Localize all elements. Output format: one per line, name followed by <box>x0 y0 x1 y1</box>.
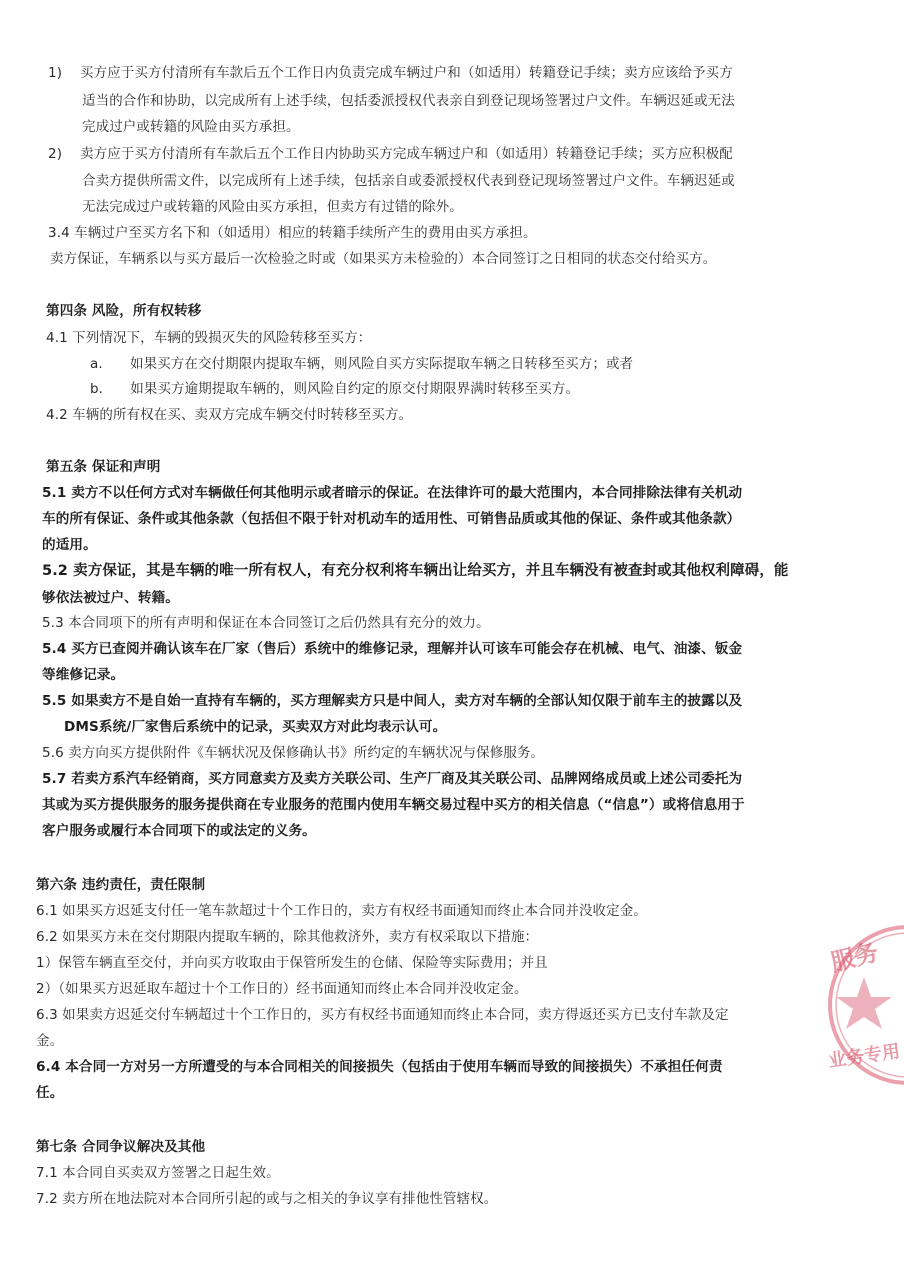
clause-5-2-line-2: 够依法被过户、转籍。 <box>42 590 179 606</box>
clause-6-2-measure-1: 1）保管车辆直至交付，并向买方收取由于保管所发生的仓储、保险等实际费用；并且 <box>36 955 548 971</box>
clause-3-4: 3.4 车辆过户至买方名下和（如适用）相应的转籍手续所产生的费用由买方承担。 <box>48 225 537 241</box>
clause-5-1-line-1: 5.1 卖方不以任何方式对车辆做任何其他明示或者暗示的保证。在法律许可的最大范围内，本合同排除法律有关机动 <box>42 485 743 501</box>
clause-5-7-line-1: 5.7 若卖方系汽车经销商，买方同意卖方及卖方关联公司、生产厂商及其关联公司、品牌网络成员或上述公司委托为 <box>42 771 743 787</box>
clause-3-3-item-2-line-1: 2) 卖方应于买方付清所有车款后五个工作日内协助买方完成车辆过户和（如适用）转籍登记手续；买方应积极配 <box>48 146 733 162</box>
company-seal <box>826 905 904 1105</box>
clause-7-1: 7.1 本合同自买卖双方签署之日起生效。 <box>36 1165 280 1181</box>
clause-5-7-line-2: 其或为买方提供服务的服务提供商在专业服务的范围内使用车辆交易过程中买方的相关信息（“信息”）或将信息用于 <box>42 797 745 813</box>
seller-guarantee-line: 卖方保证，车辆系以与买方最后一次检验之时或（如果买方未检验的）本合同签订之日相同的状态交付给买方。 <box>50 251 717 267</box>
clause-3-3-item-2-line-3: 无法完成过户或转籍的风险由买方承担，但卖方有过错的除外。 <box>82 199 463 215</box>
clause-7-2: 7.2 卖方所在地法院对本合同所引起的或与之相关的争议享有排他性管辖权。 <box>36 1191 498 1207</box>
clause-4-1-a: a. 如果买方在交付期限内提取车辆，则风险自买方实际提取车辆之日转移至买方；或者 <box>90 356 634 372</box>
clause-5-3: 5.3 本合同项下的所有声明和保证在本合同签订之后仍然具有充分的效力。 <box>42 615 490 631</box>
clause-6-1: 6.1 如果买方迟延支付任一笔车款超过十个工作日的，卖方有权经书面通知而终止本合同并没收定金。 <box>36 903 647 919</box>
clause-5-7-line-3: 客户服务或履行本合同项下的或法定的义务。 <box>42 823 316 839</box>
clause-4-2: 4.2 车辆的所有权在买、卖双方完成车辆交付时转移至买方。 <box>46 407 413 423</box>
clause-4-1-b: b. 如果买方逾期提取车辆的，则风险自约定的原交付期限界满时转移至买方。 <box>90 381 580 397</box>
clause-5-4-line-1: 5.4 买方已查阅并确认该车在厂家（售后）系统中的维修记录，理解并认可该车可能会存在机械、电气、油漆、钣金 <box>42 641 743 657</box>
clause-6-2-measure-2: 2）（如果买方迟延取车超过十个工作日的）经书面通知而终止本合同并没收定金。 <box>36 981 528 997</box>
clause-3-3-item-1-line-2: 适当的合作和协助，以完成所有上述手续，包括委派授权代表亲自到登记现场签署过户文件。车辆迟延或无法 <box>82 93 735 109</box>
clause-3-3-item-1-line-3: 完成过户或转籍的风险由买方承担。 <box>82 119 300 135</box>
article-6-heading: 第六条 违约责任，责任限制 <box>36 877 206 893</box>
clause-4-1: 4.1 下列情况下，车辆的毁损灭失的风险转移至买方： <box>46 330 372 346</box>
clause-5-6: 5.6 卖方向买方提供附件《车辆状况及保修确认书》所约定的车辆状况与保修服务。 <box>42 745 545 761</box>
seal-icon <box>826 905 904 1105</box>
article-5-heading: 第五条 保证和声明 <box>46 459 161 475</box>
clause-6-4-line-2: 任。 <box>36 1085 64 1101</box>
clause-5-1-line-3: 的适用。 <box>42 537 97 553</box>
clause-6-3-line-1: 6.3 如果卖方迟延交付车辆超过十个工作日的，买方有权经书面通知而终止本合同，卖方得返还买方已支付车款及定 <box>36 1007 729 1023</box>
clause-5-4-line-2: 等维修记录。 <box>42 667 125 683</box>
clause-6-2: 6.2 如果买方未在交付期限内提取车辆的，除其他救济外，卖方有权采取以下措施： <box>36 929 539 945</box>
clause-3-3-item-2-line-2: 合卖方提供所需文件，以完成所有上述手续，包括亲自或委派授权代表到登记现场签署过户文件。车辆迟延或 <box>82 173 735 189</box>
clause-3-3-item-1-line-1: 1) 买方应于买方付清所有车款后五个工作日内负责完成车辆过户和（如适用）转籍登记手续；卖方应该给予买方 <box>48 65 733 81</box>
clause-5-5-line-2: DMS系统/厂家售后系统中的记录，买卖双方对此均表示认可。 <box>64 719 447 735</box>
seal-text-bottom: 业务专用 <box>827 1040 902 1072</box>
clause-6-3-line-2: 金。 <box>36 1033 64 1049</box>
article-4-heading: 第四条 风险，所有权转移 <box>46 303 202 319</box>
clause-5-1-line-2: 车的所有保证、条件或其他条款（包括但不限于针对机动车的适用性、可销售品质或其他的保证、条件或其他条款） <box>42 511 741 527</box>
article-7-heading: 第七条 合同争议解决及其他 <box>36 1139 206 1155</box>
seal-text-top: 服务 <box>827 938 882 977</box>
clause-5-5-line-1: 5.5 如果卖方不是自始一直持有车辆的，买方理解卖方只是中间人，卖方对车辆的全部认知仅限于前车主的披露以及 <box>42 693 743 709</box>
clause-6-4-line-1: 6.4 本合同一方对另一方所遭受的与本合同相关的间接损失（包括由于使用车辆而导致的间接损失）不承担任何责 <box>36 1059 723 1075</box>
clause-5-2-line-1: 5.2 卖方保证，其是车辆的唯一所有权人，有充分权利将车辆出让给买方，并且车辆没有被查封或其他权利障碍，能 <box>42 563 789 579</box>
